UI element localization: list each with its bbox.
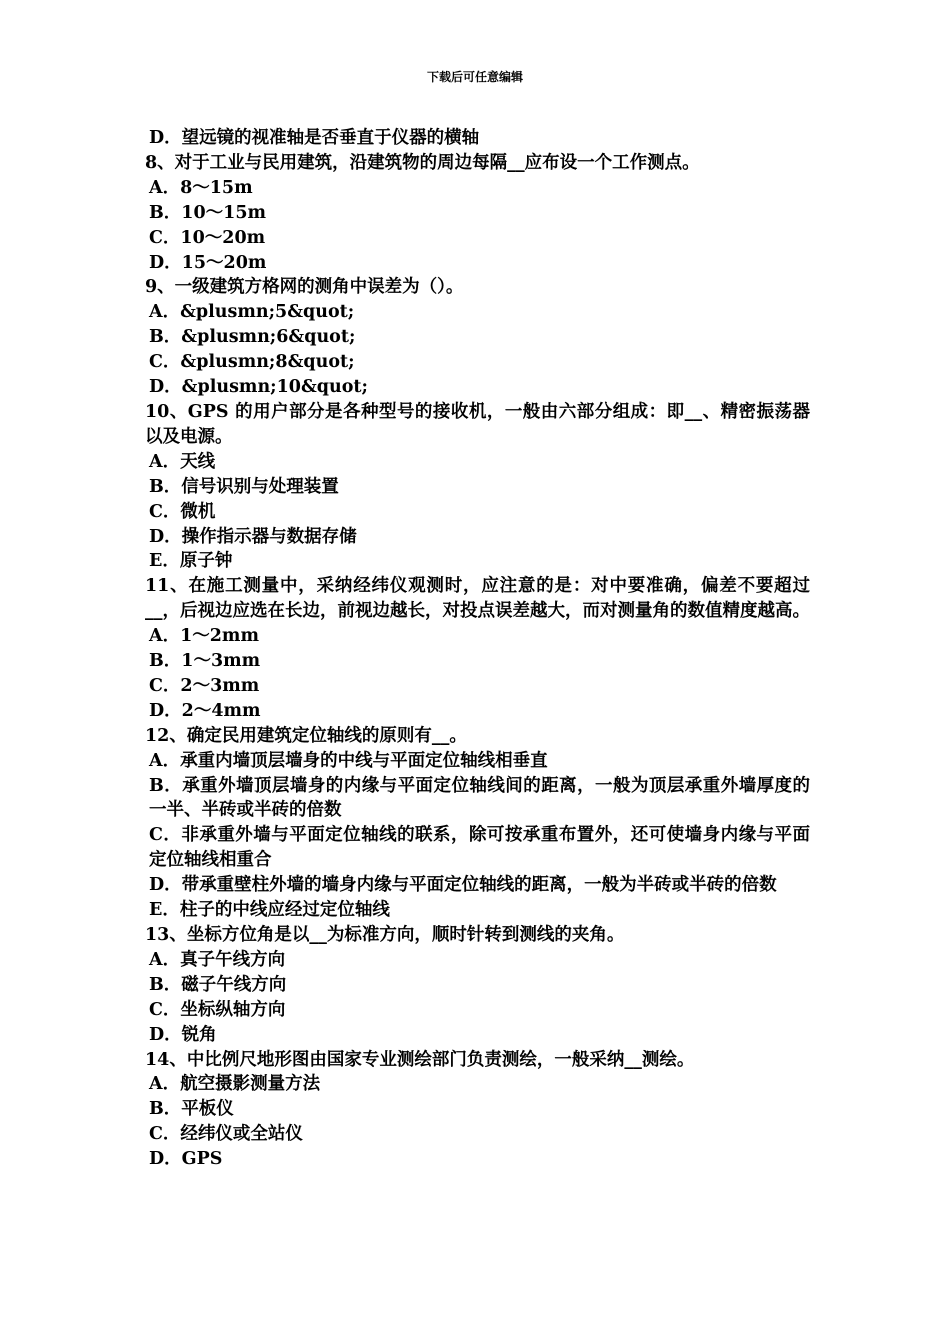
answer-option: A．航空摄影测量方法 <box>149 1074 321 1095</box>
answer-option: D．带承重壁柱外墙的墙身内缘与平面定位轴线的距离，一般为半砖或半砖的倍数 <box>149 875 777 896</box>
answer-option: A．8～15m <box>149 177 253 198</box>
question-text: 8、对于工业与民用建筑，沿建筑物的周边每隔__应布设一个工作测点。 <box>145 152 700 173</box>
answer-option: D．&plusmn;10&quot; <box>149 377 368 398</box>
answer-option: B．1～3mm <box>149 651 261 672</box>
answer-option: C．微机 <box>149 501 216 522</box>
question-text: 13、坐标方位角是以__为标准方向，顺时针转到测线的夹角。 <box>145 925 625 945</box>
answer-option: B．&plusmn;6&quot; <box>149 327 356 348</box>
answer-option: B．平板仪 <box>149 1099 234 1120</box>
answer-option: D．锐角 <box>149 1024 217 1045</box>
answer-option: D．望远镜的视准轴是否垂直于仪器的横轴 <box>149 128 480 148</box>
document-body <box>145 126 810 1172</box>
answer-option: D．15～20m <box>149 252 267 273</box>
answer-option: D．2～4mm <box>149 700 261 721</box>
answer-option: E．原子钟 <box>149 551 233 572</box>
question-text: 10、GPS 的用户部分是各种型号的接收机，一般由六部分组成：即__、精密振荡器以及电源。 <box>145 401 810 447</box>
question-text: 11、在施工测量中，采纳经纬仪观测时，应注意的是：对中要准确，偏差不要超过__，后视边应选在长边，前视边越长，对投点误差越大，而对测量角的数值精度越高。 <box>145 576 810 622</box>
answer-option: C．非承重外墙与平面定位轴线的联系，除可按承重布置外，还可使墙身内缘与平面定位轴线相重合 <box>149 825 810 871</box>
answer-option: B．信号识别与处理装置 <box>149 476 339 497</box>
answer-option: A．1～2mm <box>149 626 259 647</box>
question-text: 12、确定民用建筑定位轴线的原则有__。 <box>145 725 467 746</box>
answer-option: B．承重外墙顶层墙身的内缘与平面定位轴线间的距离，一般为顶层承重外墙厚度的一半、半砖或半砖的倍数 <box>149 775 810 821</box>
answer-option: A．&plusmn;5&quot; <box>149 302 355 323</box>
answer-option: C．2～3mm <box>149 675 260 696</box>
answer-option: C．&plusmn;8&quot; <box>149 352 355 373</box>
answer-option: C．坐标纵轴方向 <box>149 999 286 1020</box>
answer-option: C．经纬仪或全站仪 <box>149 1124 303 1145</box>
question-text: 9、一级建筑方格网的测角中误差为（）。 <box>145 277 464 298</box>
answer-option: E．柱子的中线应经过定位轴线 <box>149 900 390 921</box>
page-header: 下载后可任意编辑 <box>426 70 523 84</box>
question-text: 14、中比例尺地形图由国家专业测绘部门负责测绘，一般采纳__测绘。 <box>145 1049 695 1070</box>
answer-option: D．操作指示器与数据存储 <box>149 526 357 547</box>
answer-option: A．承重内墙顶层墙身的中线与平面定位轴线相垂直 <box>149 750 548 771</box>
answer-option: A．真子午线方向 <box>149 949 286 970</box>
answer-option: C．10～20m <box>149 227 266 248</box>
answer-option: B．10～15m <box>149 202 267 223</box>
answer-option: D．GPS <box>149 1149 223 1170</box>
answer-option: B．磁子午线方向 <box>149 974 287 995</box>
answer-option: A．天线 <box>149 451 216 472</box>
